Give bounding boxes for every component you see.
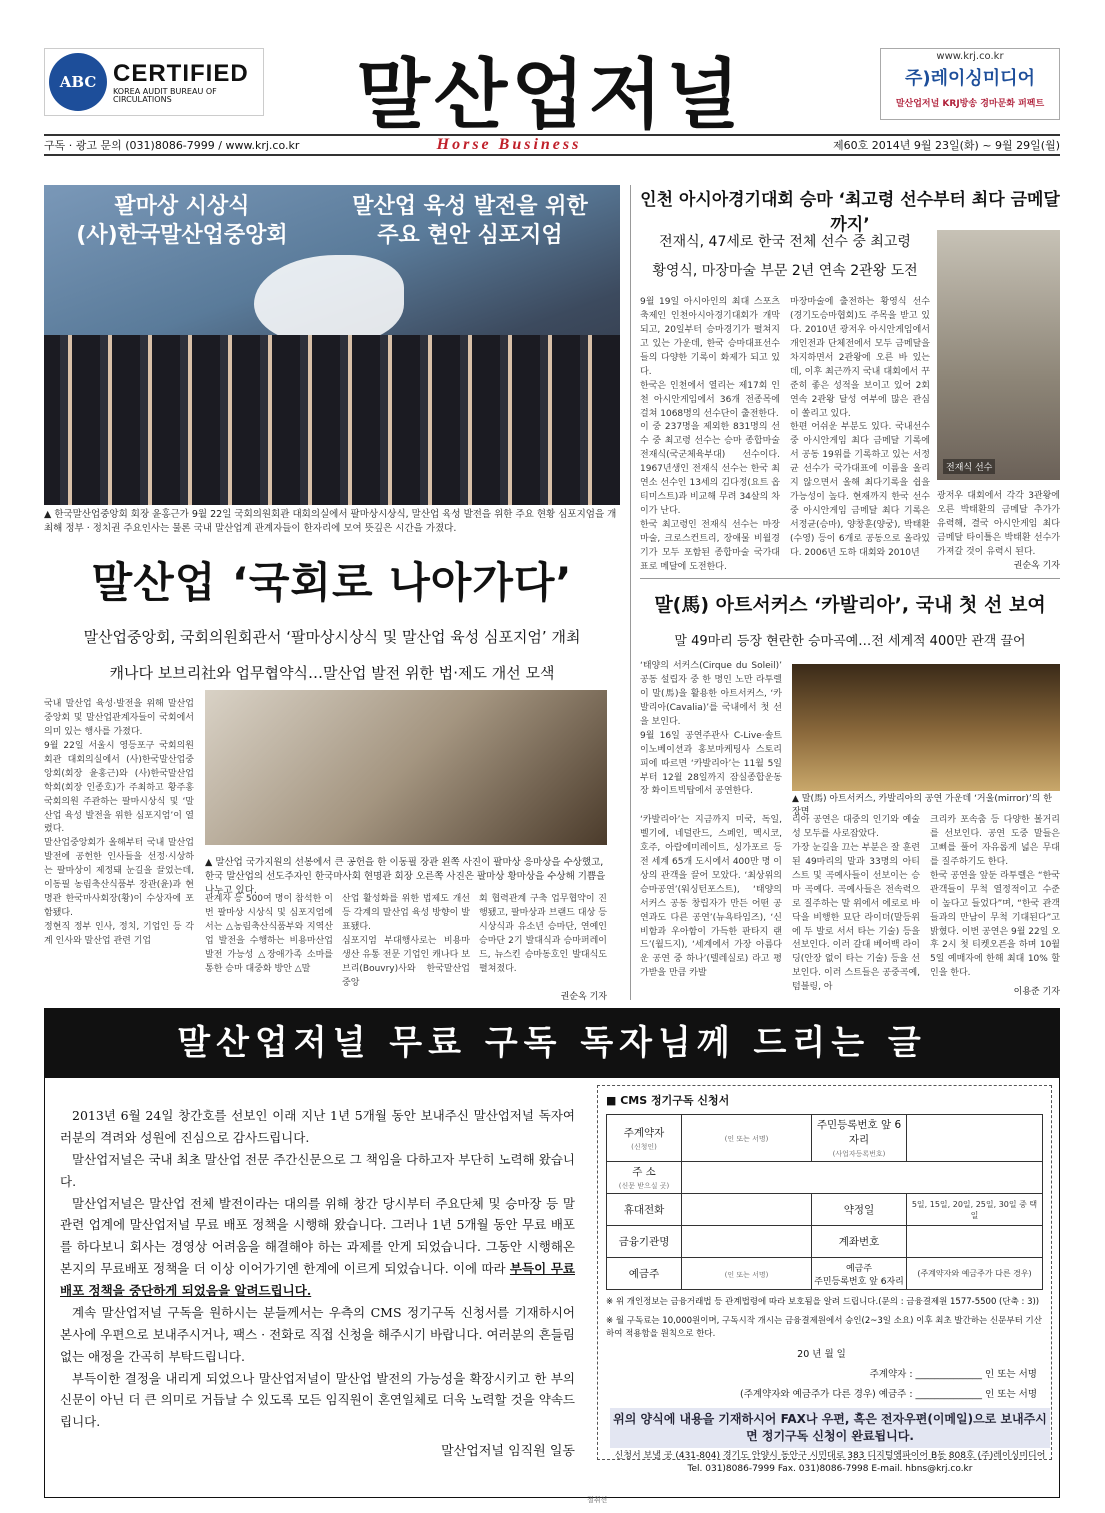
main-subhead-2: 캐나다 보브리社와 업무협약식…말산업 발전 위한 법·제도 개선 모색 (109, 664, 555, 682)
asian-games-col-3: 광저우 대회에서 각각 3관왕에 오른 박태환의 금메달 추가가 유력해, 결국 아시안게임 최다 금메달 타이틀은 박태환 선수가 가져갈 것이 유력시 된다. (937, 491, 1060, 556)
asian-games-sub-1: 전재식, 47세로 한국 전체 선수 중 최고령 (659, 234, 911, 250)
notice-para-3a: 말산업저널은 말산업 전체 발전이라는 대의를 위해 창간 당시부터 주요단체 및 승마장 등 말관련 업계에 말산업저널 무료 배포 정책을 시행해 왔습니다. 그러나 1년 5개월 동안 무료 배포를 하다보니 회사는 경영상 어려움을 해결해야 하는 과제를 안게 되었습니다. 그동안 시행해온 본지의 무료배포 정책을 더 이상 이어가기엔 한계에 이르게 되었습니다. 이에 따라 (60, 1195, 575, 1277)
cavalia-photo (792, 664, 1060, 791)
asian-games-byline: 권순옥 기자 (1013, 561, 1060, 571)
racing-media-subs: 말산업저널 KRJ방송 경마문화 퍼펙트 (895, 99, 1045, 109)
form-account-label: 계좌번호 (812, 1226, 907, 1258)
form-sign-line-1[interactable]: 주계약자 : ______________ 인 또는 서명 (869, 1369, 1037, 1381)
main-subhead-1: 말산업중앙회, 국회의원회관서 ‘팔마상시상식 및 말산업 육성 심포지엄’ 개최 (83, 628, 581, 646)
column-divider (630, 185, 631, 1000)
asian-games-col-2: 마장마술에 출전하는 황영식 선수(경기도승마협회)도 주목을 받고 있다. 2010년 광저우 아시안게임에서 개인전과 단체전에서 모두 금메달을 차지하면서 2관왕에 오른 바 있는데, 이후 최근까지 국내 대회에서 꾸준히 좋은 성적을 보이고 있어 2회 연속 2관왕 달성 여부에 많은 관심이 쏠리고 있다. 한편 어쉬운 부분도 있다. 국내선수 중 아시안게임 최다 금메달 기록에서 공동 19위를 기록하고 있는 서정균 선수가 국가대표에 이름을 올리지 않으면서 올해 최다기록을 쉽을 가능성이 높다. 현재까지 한국 선수 중 아시안게임 금메달 최다 기록은 서정균(승마), 양창훈(양궁), 박태환(수영) 등이 6개로 공동으로 올라있다. 2006년 도하 대회와 2010년 (790, 297, 930, 558)
main-byline: 권순옥 기자 (560, 992, 607, 1002)
main-article-col-1: 국내 말산업 육성·발전을 위해 말산업중앙회 및 말산업관계자들이 국회에서 의미 있는 행사를 가졌다. 9월 22일 서울시 영등포구 국회의원회관 대회의실에서 (사)한국말산업중앙회(회장 윤홍근)와 (사)한국말산업학회(회장 인종호)가 주최하고 황주홍 국회의원 주관하는 팔마시상식 및 ‘말산업 육성 발전을 위한 심포지엄’이 열렸다. 말산업중앙회가 올해부터 국내 말산업 발전에 공헌한 인사들을 선정·시상하는 팔마상이 제정돼 눈길을 끌었는데, 이동필 농림축산식품부 장관(윤)과 현명관 한국마사회장(황)이 수상자에 포함됐다. 정현직 정부 인사, 정치, 기업인 등 각계 인사와 말산업 관련 기업 (44, 699, 194, 946)
form-main-contractor: 주계약자 (신청인) (607, 1115, 682, 1162)
notice-para-1: 2013년 6월 24일 창간호를 선보인 이래 지난 1년 5개월 동안 보내주신 말산업저널 독자여러분의 격려와 성원에 진심으로 감사드립니다. (60, 1108, 575, 1145)
form-holder-id-field[interactable]: (주계약자와 예금주가 다른 경우) (907, 1258, 1043, 1290)
racing-media-url[interactable]: www.krj.co.kr (936, 51, 1004, 62)
award-photo-caption: ▲ 말산업 국가지원의 선봉에서 큰 공헌을 한 이동필 장관 왼쪽 사진이 팔마상 응마상을 수상했고, 한국 말산업의 선도주자인 한국마사회 현명관 회장 오른쪽 사진은 팔마상 황마상을 수상해 기쁨을 나누고 있다. (205, 857, 606, 896)
form-id-label: 주민등록번호 앞 6자리 (사업자등록번호) (812, 1115, 907, 1162)
abc-logo-mark: ABC (49, 53, 107, 111)
asian-games-col-1: 9월 19일 아시아인의 최대 스포츠 축제인 인천아시아경기대회가 개막되고, 20일부터 승마경기가 펼쳐지고 있는 가운데, 한국 승마대표선수들의 다양한 기록이 화제가 되고 있다. 한국은 인천에서 열리는 제17회 인천 아시안게임에서 36개 전종목에 걸쳐 1068명의 선수단이 출전한다. 이 중 237명을 제외한 831명의 선수 중 최고령 선수는 승마 종합마술 전재식(국군체육부대) 선수이다. 1967년생인 전재식 선수는 한국 최연소 선수인 13세의 김다정(요트 옵티미스트)과 비교해 무려 34살의 차이가 난다. 한국 최고령인 전재식 선수는 마장마술, 크로스컨트리, 장애물 비월경기가 모두 포함된 종합마술 국가대표로 메달에 도전한다. (640, 297, 780, 571)
main-headline: 말산업 ‘국회로 나아가다’ (91, 558, 573, 607)
cavalia-subhead: 말 49마리 등장 현란한 승마곡예…전 세계적 400만 관객 끌어 (674, 634, 1026, 649)
contact-info: 구독 · 광고 문의 (031)8086-7999 / www.krj.co.kr (44, 139, 300, 152)
asian-games-sub-2: 황영식, 마장마술 부문 2년 연속 2관왕 도전 (652, 263, 918, 280)
form-id-field[interactable] (907, 1115, 1043, 1162)
cavalia-byline: 이용준 기자 (1013, 987, 1060, 997)
abc-certified-logo (44, 48, 264, 116)
notice-para-2: 말산업저널은 국내 최초 말산업 전문 주간신문으로 그 책임을 다하고자 부단히 노력해 왔습니다. (60, 1151, 575, 1189)
notice-para-3 (60, 1193, 575, 1302)
dressage-photo (937, 230, 1060, 480)
notice-signature: 말산업저널 임직원 일동 (441, 1444, 575, 1459)
form-title: ■ CMS 정기구독 신청서 (606, 1094, 730, 1107)
abc-certified-text: CERTIFIED (113, 59, 249, 87)
newspaper-title: 말산업저널 (356, 50, 744, 139)
asian-games-headline: 인천 아시아경기대회 승마 ‘최고령 선수부터 최다 금메달까지’ (640, 190, 1060, 235)
dressage-photo-label: 전재식 선수 (943, 459, 995, 474)
form-note-2: ※ 월 구독료는 10,000원이며, 구독시작 개시는 금융결제원에서 승인(2~3일 소요) 이후 최초 발간하는 신문부터 기산하여 적용함을 원칙으로 한다. (606, 1315, 1042, 1339)
form-instruction-box: 위의 양식에 내용을 기재하시어 FAX나 우편, 혹은 전자우편(이메일)으로 보내주시면 정기구독 신청이 완료됩니다. (610, 1408, 1050, 1448)
abc-sub-2: CIRCULATIONS (113, 95, 172, 104)
form-address-label: 주 소 (신문 받으실 곳) (607, 1162, 682, 1194)
form-main-contractor-field[interactable]: (인 또는 서명) (682, 1115, 812, 1162)
form-footer-address: 신청서 보낼 곳 (431-804) 경기도 안양시 동안구 시민대로 383 디지털엠파이어 B동 808호 (주)레이싱미디어 (614, 1451, 1046, 1461)
form-footer-contact[interactable]: Tel. 031)8086-7999 Fax. 031)8086-7998 E-mail. hbns@krj.co.kr (687, 1463, 973, 1474)
form-due-day-options[interactable]: 5일, 15일, 20일, 25일, 30일 중 택일 (907, 1194, 1043, 1226)
form-account-field[interactable] (907, 1226, 1043, 1258)
form-holder-id-label: 예금주 주민등록번호 앞 6자리 (812, 1258, 907, 1290)
form-bank-field[interactable] (682, 1226, 812, 1258)
cavalia-col-4: 크리카 포속춤 등 다양한 볼거리를 선보인다. 공연 도중 말들은 고삐를 풀어 자유롭게 넓은 무대를 질주하기도 한다. 한국 공연을 앞둔 라투렐은 “한국 관객들이 무척 열정적이고 수준이 높다고 들었다”며, “한국 관객들과의 만남이 무척 기대된다”고 밝혔다. 이번 공연은 9월 22일 오후 2시 첫 티켓오픈을 하며 10월 5일 예매자에 한해 최대 10% 할인을 한다. (930, 815, 1060, 979)
cavalia-photo-caption: ▲ 말(馬) 아트서커스, 카발리아의 공연 가운데 ‘거울(mirror)’의 한 장면 (792, 794, 1052, 818)
form-date-line[interactable]: 20 년 월 일 (797, 1349, 846, 1361)
notice-para-5: 부득이한 결정을 내리게 되었으나 말산업저널이 말산업 발전의 가능성을 확장시키고 한 부의 신문이 아닌 더 큰 의미로 거듭날 수 있도록 모든 임직원이 혼연일체로 더욱 노력할 것을 약속드립니다. (60, 1370, 575, 1430)
tagline: Horse Business (436, 136, 582, 153)
cavalia-col-2: ‘카발리아’는 지금까지 미국, 독일, 벨기에, 네덜란드, 스페인, 멕시코, 호주, 아랍에미레이트, 싱가포르 등 전 세계 65개 도시에서 400만 명 이상의 관객을 끌어 모았다. ‘최상위의 승마공연’(워싱턴포스트), ‘태양의 서커스 공동 창립자가 만든 어떤 공연과도 다른 공연’(뉴욕타임즈), ‘신비함과 우아함이 가득한 판타지 랜드’(월드지), ‘세계에서 가장 아름다운 공연 중 하나’(텔레실로) 라고 평가받을 만큼 카발 (640, 815, 782, 979)
notice-letter (60, 1105, 575, 1433)
crowd-figures (44, 335, 620, 505)
cavalia-col-1: ‘태양의 서커스(Cirque du Soleil)’ 공동 설립자 중 한 명인 노만 라투렐이 말(馬)을 활용한 아트서커스, ‘카발리아(Cavalia)’를 국내에서 첫 선을 보인다. 9월 16일 공연주관사 C-Live·솔트이노베이션과 홍보마케팅사 스토리피에 따르면 ‘카발리아’는 11월 5일부터 12월 28일까지 잠실종합운동장 화이트빅탑에서 공연한다. (640, 661, 782, 797)
cavalia-headline: 말(馬) 아트서커스 ‘카발리아’, 국내 첫 선 보여 (654, 594, 1046, 616)
award-photo (205, 690, 607, 845)
notice-band-title: 말산업저널 무료 구독 독자님께 드리는 글 (44, 1008, 1060, 1078)
cms-subscription-form (597, 1085, 1052, 1460)
form-bank-label: 금융기관명 (607, 1226, 682, 1258)
main-event-photo (44, 185, 620, 505)
article-divider (640, 578, 1060, 579)
form-footer (610, 1450, 1050, 1475)
horse-silhouette (254, 255, 404, 345)
form-table (606, 1114, 1043, 1290)
issue-date: 제60호 2014년 9월 23일(화) ~ 9월 29일(월) (833, 139, 1060, 152)
cavalia-col-3: 리아 공연은 대중의 인기와 예술성 모두를 사로잡았다. 가장 눈길을 끄는 부분은 잘 훈련된 49마리의 말과 33명의 아티스트 및 곡예사들이 선보이는 승마 곡예다. 곡예사들은 전속력으로 질주하는 말 위에서 에로로 바닥을 비행한 묘단 라이더(말등위에 두 발로 서서 타는 기술) 등을 선보인다. 이러 갈대 베어백 라이딩(안장 없이 타는 기술) 등을 선보인다. 이러 스트들은 공중곡예, 텀블링, 아 (792, 815, 920, 993)
main-article-col-3: 산업 활성화를 위한 법제도 개선 등 각계의 말산업 육성 방향이 발표됐다. 심포지엄 부대행사로는 비용마 생산 유통 전문 기업인 캐나다 보브리(Bouvry)사와 한국말산업중앙 (342, 894, 470, 988)
main-photo-caption: ▲ 한국말산업중앙회 회장 윤홍근가 9월 22일 국회의원회관 대회의실에서 팔마상시상식, 말산업 육성 발전을 위한 주요 현황 심포지엄을 개최해 정부 · 정치권 주요인사는 물론 국내 말산업계 관계자들이 한자리에 모여 뜻깊은 시간을 가졌다. (44, 509, 617, 534)
photo-banner-right: 말산업 육성 발전을 위한 주요 현안 심포지엄 (352, 194, 588, 248)
main-article-col-2: 관계자 등 500여 명이 참석한 이번 팔마상 시상식 및 심포지엄에서는 △농림축산식품부와 지역산업 발전을 수행하는 비용마산업 발전 가능성 △장애가족 소마를 통한 승마 대중화 방안 △말 (205, 894, 333, 974)
racing-media-name: 주)레이싱미디어 (905, 68, 1035, 89)
form-phone-label: 휴대전화 (607, 1194, 682, 1226)
form-holder-label: 예금주 (607, 1258, 682, 1290)
form-phone-field[interactable] (682, 1194, 812, 1226)
info-bar (44, 134, 1060, 156)
cut-line-label: 절취선 (587, 1496, 608, 1504)
main-article-col-4: 회 협력관계 구축 업무협약이 진행됐고, 팔마상과 브랜드 대상 등 시상식과 유소년 승마단, 연예인 승마단 2기 발대식과 승마퍼레이드, 뉴스킨 승마동호인 발대식도 펼쳐졌다. (479, 894, 607, 974)
form-address-field[interactable] (682, 1162, 1043, 1194)
photo-banner-left: 팔마상 시상식 (사)한국말산업중앙회 (76, 194, 288, 248)
asian-games-subheads (640, 228, 930, 287)
abc-sub-1: KOREA AUDIT BUREAU OF (113, 86, 217, 96)
form-holder-field[interactable]: (인 또는 서명) (682, 1258, 812, 1290)
form-note-1: ※ 위 개인정보는 금융거래법 등 관계법령에 따라 보호됨을 알려 드립니다.(문의 : 금융결제원 1577-5500 (단축 : 3)) (606, 1297, 1040, 1307)
notice-para-3b: 부득이 무료 배포 정책을 중단하게 되었음을 알려드립니다. (60, 1261, 575, 1298)
form-due-day-label: 약정일 (812, 1194, 907, 1226)
racing-media-logo[interactable] (880, 48, 1060, 120)
notice-para-4: 계속 말산업저널 구독을 원하시는 분들께서는 우측의 CMS 정기구독 신청서를 기재하시어 본사에 우편으로 보내주시거나, 팩스 · 전화로 직접 신청을 해주시기 바랍니다. 여러분의 흔들림 없는 애정을 간곡히 부탁드립니다. (60, 1304, 575, 1364)
form-sign-line-2[interactable]: (주계약자와 예금주가 다른 경우) 예금주 : ______________ 인 또는 서명 (739, 1389, 1037, 1401)
